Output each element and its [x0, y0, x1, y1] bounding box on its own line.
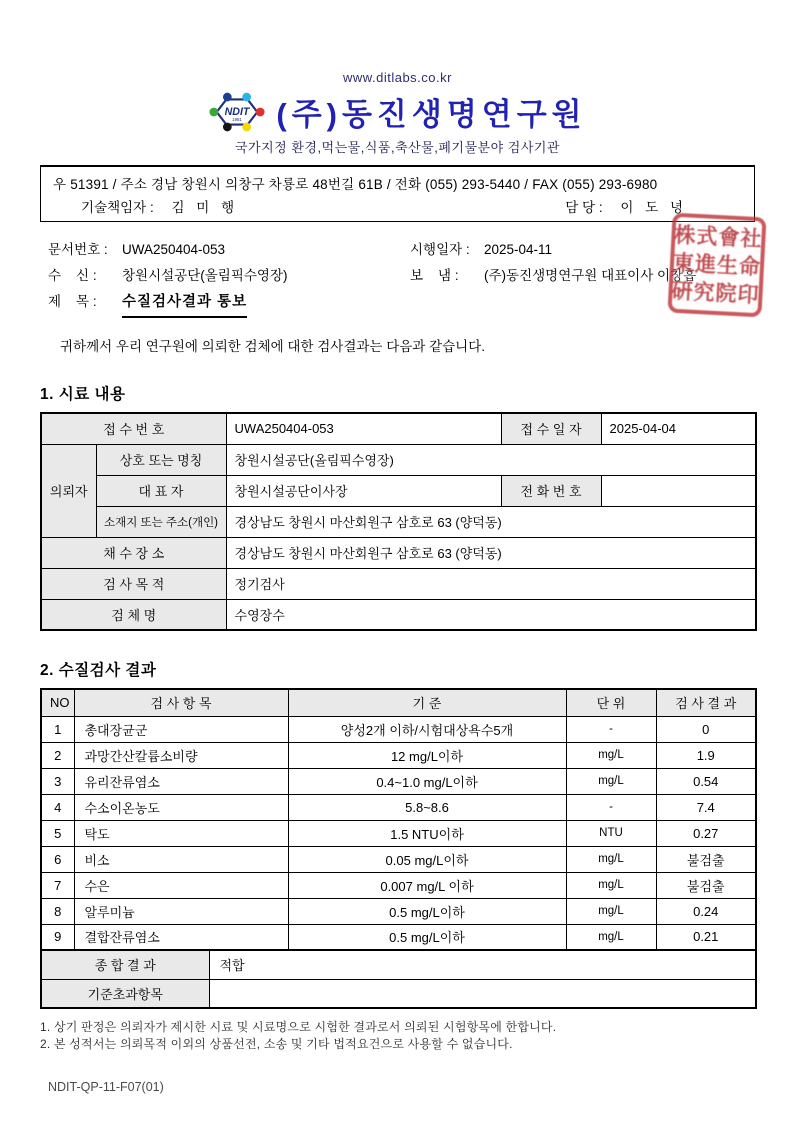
col-header-result: 검 사 결 과	[656, 689, 756, 716]
tech-manager-name: 김 미 행	[171, 200, 239, 215]
issue-date-label: 시행일자 :	[410, 242, 470, 257]
row-standard: 0.5 mg/L이하	[288, 924, 566, 950]
company-name: (주)동진생명연구원	[276, 97, 587, 132]
company-label: 상호 또는 명칭	[96, 444, 226, 475]
subject	[40, 289, 402, 318]
website-url: www.ditlabs.co.kr	[343, 70, 452, 85]
exceeded-items-value	[209, 979, 756, 1008]
seal-text-row: 硏究院印	[670, 278, 761, 307]
result-row	[41, 768, 756, 794]
sample-name-value: 수영장수	[226, 599, 756, 630]
table-row	[41, 506, 756, 537]
company-logo-icon	[208, 90, 266, 134]
row-item: 결합잔류염소	[74, 924, 288, 950]
contact-address-line: 우 51391 / 주소 경남 창원시 의창구 차룡로 48번길 61B / 전화 (055) 293-5440 / FAX (055) 293-6980	[53, 177, 658, 192]
row-unit: -	[566, 794, 656, 820]
row-no: 2	[41, 742, 74, 768]
row-result: 0.21	[656, 924, 756, 950]
row-result: 1.9	[656, 742, 756, 768]
row-item: 비소	[74, 846, 288, 872]
recipient	[40, 263, 402, 289]
form-code: NDIT-QP-11-F07(01)	[48, 1080, 164, 1094]
subject-label: 제 목 :	[48, 294, 97, 309]
logo-dot-yellow	[243, 122, 252, 131]
person-in-charge-name: 이 도 녕	[620, 200, 687, 215]
doc-number-label: 문서번호 :	[48, 242, 108, 257]
row-no: 1	[41, 716, 74, 742]
col-header-unit: 단 위	[566, 689, 656, 716]
overall-result-label: 종 합 결 과	[41, 950, 209, 979]
doc-row-3	[40, 289, 755, 318]
col-header-item: 검 사 항 목	[74, 689, 288, 716]
result-row	[41, 820, 756, 846]
person-in-charge-label: 담 당 :	[565, 200, 603, 215]
row-standard: 5.8~8.6	[288, 794, 566, 820]
row-unit: mg/L	[566, 924, 656, 950]
receipt-date-label: 접 수 일 자	[501, 413, 601, 444]
footnote-1: 1. 상기 판정은 의뢰자가 제시한 시료 및 시료명으로 시험한 결과로서 의뢰된 시험항목에 한합니다.	[40, 1020, 557, 1034]
row-unit: mg/L	[566, 846, 656, 872]
row-standard: 12 mg/L이하	[288, 742, 566, 768]
test-results-table	[40, 688, 757, 951]
intro-text: 귀하께서 우리 연구원에 의뢰한 검체에 대한 검사결과는 다음과 같습니다.	[60, 339, 485, 354]
logo-dot-navy	[223, 92, 232, 101]
client-label: 의뢰자	[41, 444, 96, 537]
sample-info-table	[40, 412, 757, 631]
summary-row	[41, 950, 756, 979]
table-row	[41, 537, 756, 568]
footnote-2: 2. 본 성적서는 의뢰목적 이외의 상품선전, 소송 및 기타 법적요건으로 사용할 수 없습니다.	[40, 1037, 513, 1051]
phone-label: 전 화 번 호	[501, 475, 601, 506]
result-row	[41, 846, 756, 872]
logo-dot-cyan	[243, 92, 252, 101]
exceeded-items-label: 기준초과항목	[41, 979, 209, 1008]
report-content	[40, 0, 764, 1053]
row-item: 과망간산칼륨소비량	[74, 742, 288, 768]
representative-value: 창원시설공단이사장	[226, 475, 501, 506]
overall-result-value: 적합	[209, 950, 756, 979]
doc-row-1	[40, 237, 755, 263]
row-standard: 0.5 mg/L이하	[288, 898, 566, 924]
address-value: 경상남도 창원시 마산회원구 삼호로 63 (양덕동)	[226, 506, 756, 537]
row-item: 유리잔류염소	[74, 768, 288, 794]
representative-label: 대 표 자	[96, 475, 226, 506]
col-header-standard: 기 준	[288, 689, 566, 716]
row-unit: mg/L	[566, 742, 656, 768]
company-seal-stamp	[667, 213, 766, 318]
result-row	[41, 872, 756, 898]
address-label: 소재지 또는 주소(개인)	[96, 506, 226, 537]
sender-label: 보 냄 :	[410, 268, 459, 283]
document-info	[40, 222, 764, 318]
purpose-value: 정기검사	[226, 568, 756, 599]
table-row	[41, 444, 756, 475]
doc-row-2	[40, 263, 755, 289]
row-item: 수은	[74, 872, 288, 898]
result-row	[41, 794, 756, 820]
row-no: 8	[41, 898, 74, 924]
logo-text: NDIT	[224, 105, 250, 118]
company-value: 창원시설공단(올림픽수영장)	[226, 444, 756, 475]
row-item: 총대장균군	[74, 716, 288, 742]
brand-row	[40, 89, 755, 134]
subject-value: 수질검사결과 통보	[122, 289, 247, 318]
row-standard: 0.05 mg/L이하	[288, 846, 566, 872]
row-no: 4	[41, 794, 74, 820]
recipient-label: 수 신 :	[48, 268, 97, 283]
result-row	[41, 924, 756, 950]
sampling-place-label: 채 수 장 소	[41, 537, 226, 568]
row-no: 7	[41, 872, 74, 898]
logo-dot-green	[210, 107, 219, 116]
result-row	[41, 742, 756, 768]
issue-date	[402, 237, 552, 263]
results-header-row	[41, 689, 756, 716]
recipient-value: 창원시설공단(올림픽수영장)	[122, 268, 288, 283]
row-item: 수소이온농도	[74, 794, 288, 820]
contact-people-line	[53, 196, 742, 216]
tech-manager	[81, 196, 238, 216]
row-item: 탁도	[74, 820, 288, 846]
receipt-no-value: UWA250404-053	[226, 413, 501, 444]
issue-date-value: 2025-04-11	[484, 242, 553, 257]
results-summary-table	[40, 949, 757, 1009]
row-result: 0.24	[656, 898, 756, 924]
sender-value: (주)동진생명연구원 대표이사 이창흡	[484, 268, 697, 283]
row-result: 0.54	[656, 768, 756, 794]
row-standard: 0.007 mg/L 이하	[288, 872, 566, 898]
row-standard: 0.4~1.0 mg/L이하	[288, 768, 566, 794]
row-result: 7.4	[656, 794, 756, 820]
purpose-label: 검 사 목 적	[41, 568, 226, 599]
result-row	[41, 716, 756, 742]
section1-title: 1. 시료 내용	[40, 386, 126, 403]
sender	[402, 263, 696, 289]
row-no: 5	[41, 820, 74, 846]
person-in-charge	[565, 196, 687, 216]
row-unit: -	[566, 716, 656, 742]
row-result: 0.27	[656, 820, 756, 846]
row-result: 불검출	[656, 872, 756, 898]
logo-dot-red	[256, 107, 265, 116]
table-row	[41, 413, 756, 444]
seal-text-row: 東進生命	[672, 250, 762, 279]
logo-dot-black	[223, 122, 232, 131]
sample-name-label: 검 체 명	[41, 599, 226, 630]
row-standard: 양성2개 이하/시험대상욕수5개	[288, 716, 566, 742]
row-unit: mg/L	[566, 872, 656, 898]
row-unit: mg/L	[566, 898, 656, 924]
row-no: 9	[41, 924, 74, 950]
table-row	[41, 475, 756, 506]
section2-title: 2. 수질검사 결과	[40, 662, 157, 679]
doc-number	[40, 237, 402, 263]
doc-number-value: UWA250404-053	[122, 242, 226, 257]
row-unit: NTU	[566, 820, 656, 846]
phone-value	[601, 475, 756, 506]
footnotes	[40, 1019, 755, 1053]
row-no: 3	[41, 768, 74, 794]
table-row	[41, 568, 756, 599]
col-header-no: NO	[41, 689, 74, 716]
receipt-no-label: 접 수 번 호	[41, 413, 226, 444]
contact-box	[40, 165, 755, 222]
result-row	[41, 898, 756, 924]
row-result: 불검출	[656, 846, 756, 872]
company-subtitle: 국가지정 환경,먹는물,식품,축산물,폐기물분야 검사기관	[234, 140, 560, 155]
row-standard: 1.5 NTU이하	[288, 820, 566, 846]
row-result: 0	[656, 716, 756, 742]
exceeded-items-row	[41, 979, 756, 1008]
row-no: 6	[41, 846, 74, 872]
seal-text-row: 株式會社	[673, 222, 764, 251]
row-item: 알루미늄	[74, 898, 288, 924]
receipt-date-value: 2025-04-04	[601, 413, 756, 444]
logo-year: 1981	[232, 116, 243, 122]
tech-manager-label: 기술책임자 :	[81, 200, 154, 215]
sampling-place-value: 경상남도 창원시 마산회원구 삼호로 63 (양덕동)	[226, 537, 756, 568]
row-unit: mg/L	[566, 768, 656, 794]
table-row	[41, 599, 756, 630]
